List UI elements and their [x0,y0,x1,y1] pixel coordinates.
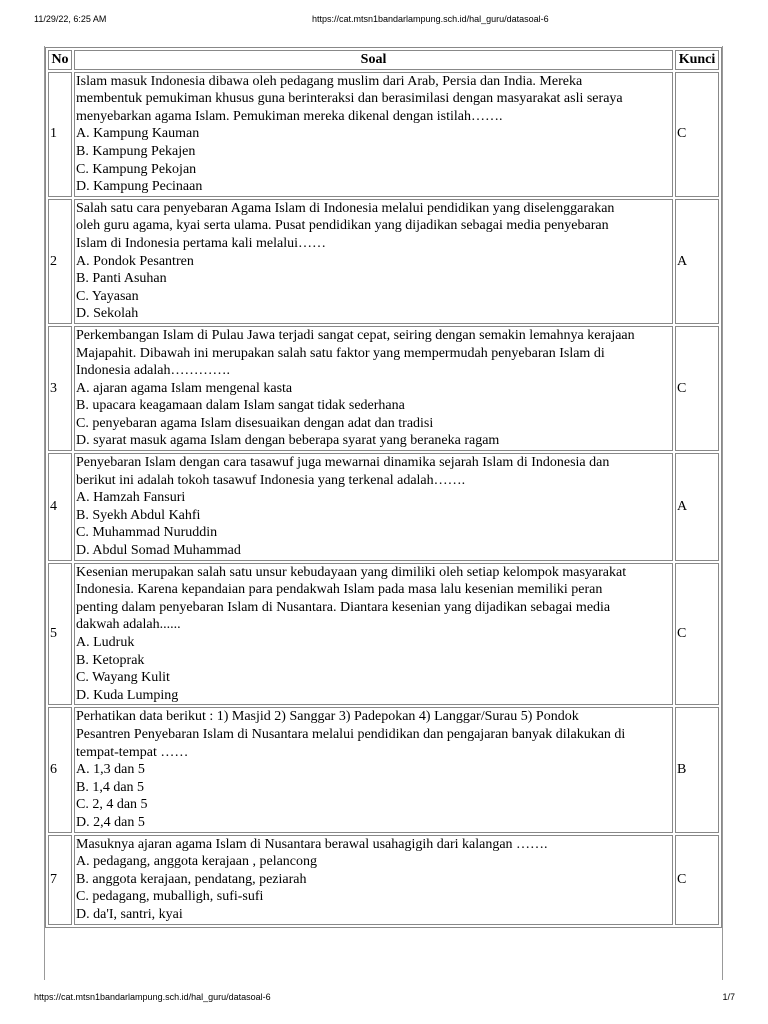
table-row [48,707,719,832]
print-footer [0,992,768,1006]
table-row [48,199,719,324]
table-row [48,563,719,706]
question-table [45,47,722,928]
print-header-url: https://cat.mtsn1bandarlampung.sch.id/hal_guru/datasoal-6 [312,14,549,24]
table-header-row [48,50,719,70]
answer-option: D. Abdul Somad Muhammad [76,543,241,559]
answer-option: C. Muhammad Nuruddin [76,525,218,541]
header-soal: Soal [74,50,673,70]
answer-option: A. Ludruk [76,635,135,650]
question-text-line: Salah satu cara penyebaran Agama Islam di Indonesia melalui pendidikan yang diselenggarakan [76,200,615,216]
question-number: 1 [48,72,72,197]
answer-option: D. Sekolah [76,306,139,322]
answer-option: C. Kampung Pekojan [76,161,197,177]
question-number: 6 [48,707,72,832]
answer-option: A. pedagang, anggota kerajaan , pelancong [76,854,318,870]
answer-option: B. Syekh Abdul Kahfi [76,507,201,523]
question-rows [48,72,719,925]
answer-option: D. syarat masuk agama Islam dengan beberapa syarat yang beraneka ragam [76,433,500,449]
answer-option: B. Ketoprak [76,652,145,668]
print-datetime: 11/29/22, 6:25 AM [34,14,107,24]
question-cell [74,835,673,925]
question-text-line: Masuknya ajaran agama Islam di Nusantara berawal usahagigih dari kalangan ……. [76,836,548,852]
answer-key: B [675,707,719,832]
answer-key: A [675,453,719,561]
answer-option: C. penyebaran agama Islam disesuaikan dengan adat dan tradisi [76,415,434,431]
question-cell [74,199,673,324]
answer-key: C [675,326,719,451]
answer-option: D. Kuda Lumping [76,687,179,703]
question-text-line: Perkembangan Islam di Pulau Jawa terjadi sangat cepat, seiring dengan semakin lemahnya kerajaan [76,327,635,343]
question-number: 3 [48,326,72,451]
answer-option: A. ajaran agama Islam mengenal kasta [76,380,293,396]
answer-option: A. Kampung Kauman [76,126,200,142]
question-number: 4 [48,453,72,561]
answer-option: A. Pondok Pesantren [76,253,194,269]
answer-option: B. 1,4 dan 5 [76,779,145,795]
answer-option: D. Kampung Pecinaan [76,179,203,195]
table-row [48,453,719,561]
question-text-line: Perhatikan data berikut : 1) Masjid 2) Sanggar 3) Padepokan 4) Langgar/Surau 5) Pondok [76,709,579,725]
print-footer-url: https://cat.mtsn1bandarlampung.sch.id/hal_guru/datasoal-6 [34,992,271,1002]
question-cell [74,326,673,451]
table-row [48,326,719,451]
print-header [0,14,768,28]
question-text-line: oleh guru agama, kyai serta ulama. Pusat pendidikan yang dijadikan sebagai media penyebaran [76,218,609,234]
question-cell [74,72,673,197]
answer-option: B. anggota kerajaan, pendatang, peziarah [76,871,307,887]
question-text-line: dakwah adalah...... [76,617,181,633]
answer-option: B. upacara keagamaan dalam Islam sangat tidak sederhana [76,398,405,414]
header-no: No [48,50,72,70]
question-number: 5 [48,563,72,706]
page-number: 1/7 [722,992,735,1002]
question-text-line: Indonesia adalah…………. [76,363,230,379]
answer-option: B. Panti Asuhan [76,271,167,287]
answer-key: A [675,199,719,324]
question-text-line: Islam masuk Indonesia dibawa oleh pedagang muslim dari Arab, Persia dan India. Mereka [76,73,583,89]
question-cell [74,453,673,561]
question-text-line: Indonesia. Karena kepandaian para pendakwah Islam pada masa lalu kesenian memiliki peran [76,582,603,598]
answer-key: C [675,563,719,706]
question-text-line: penting dalam penyebaran Islam di Nusantara. Diantara kesenian yang dijadikan sebagai media [76,599,611,615]
question-text-line: Kesenian merupakan salah satu unsur kebudayaan yang dimiliki oleh setiap kelompok masyarakat [76,564,627,580]
answer-option: D. 2,4 dan 5 [76,814,145,830]
question-text-line: berikut ini adalah tokoh tasawuf Indonesia yang terkenal adalah……. [76,472,466,488]
question-text-line: Penyebaran Islam dengan cara tasawuf juga mewarnai dinamika sejarah Islam di Indonesia dan [76,455,610,471]
answer-key: C [675,835,719,925]
answer-option: B. Kampung Pekajen [76,143,196,159]
answer-option: C. Wayang Kulit [76,670,170,686]
question-number: 7 [48,835,72,925]
table-row [48,835,719,925]
question-cell [74,707,673,832]
answer-option: A. Hamzah Fansuri [76,490,186,506]
question-text-line: Majapahit. Dibawah ini merupakan salah satu faktor yang mempermudah penyebaran Islam di [76,345,605,361]
question-number: 2 [48,199,72,324]
table-row [48,72,719,197]
question-text-line: Pesantren Penyebaran Islam di Nusantara melalui pendidikan dan pengajaran banyak dilakukan di [76,726,626,742]
answer-option: C. Yayasan [76,288,139,304]
header-kunci: Kunci [675,50,719,70]
question-cell [74,563,673,706]
question-text-line: membentuk pemukiman khusus guna berinteraksi dan berasimilasi dengan masyarakat asli seraya [76,91,623,107]
answer-key: C [675,72,719,197]
answer-option: C. 2, 4 dan 5 [76,797,148,813]
question-text-line: menyebarkan agama Islam. Pemukiman mereka dikenal dengan istilah……. [76,108,503,124]
answer-option: D. da'I, santri, kyai [76,906,183,922]
answer-option: A. 1,3 dan 5 [76,762,145,778]
question-text-line: tempat-tempat …… [76,744,189,760]
answer-option: C. pedagang, muballigh, sufi-sufi [76,889,264,905]
question-text-line: Islam di Indonesia pertama kali melalui…… [76,235,326,251]
